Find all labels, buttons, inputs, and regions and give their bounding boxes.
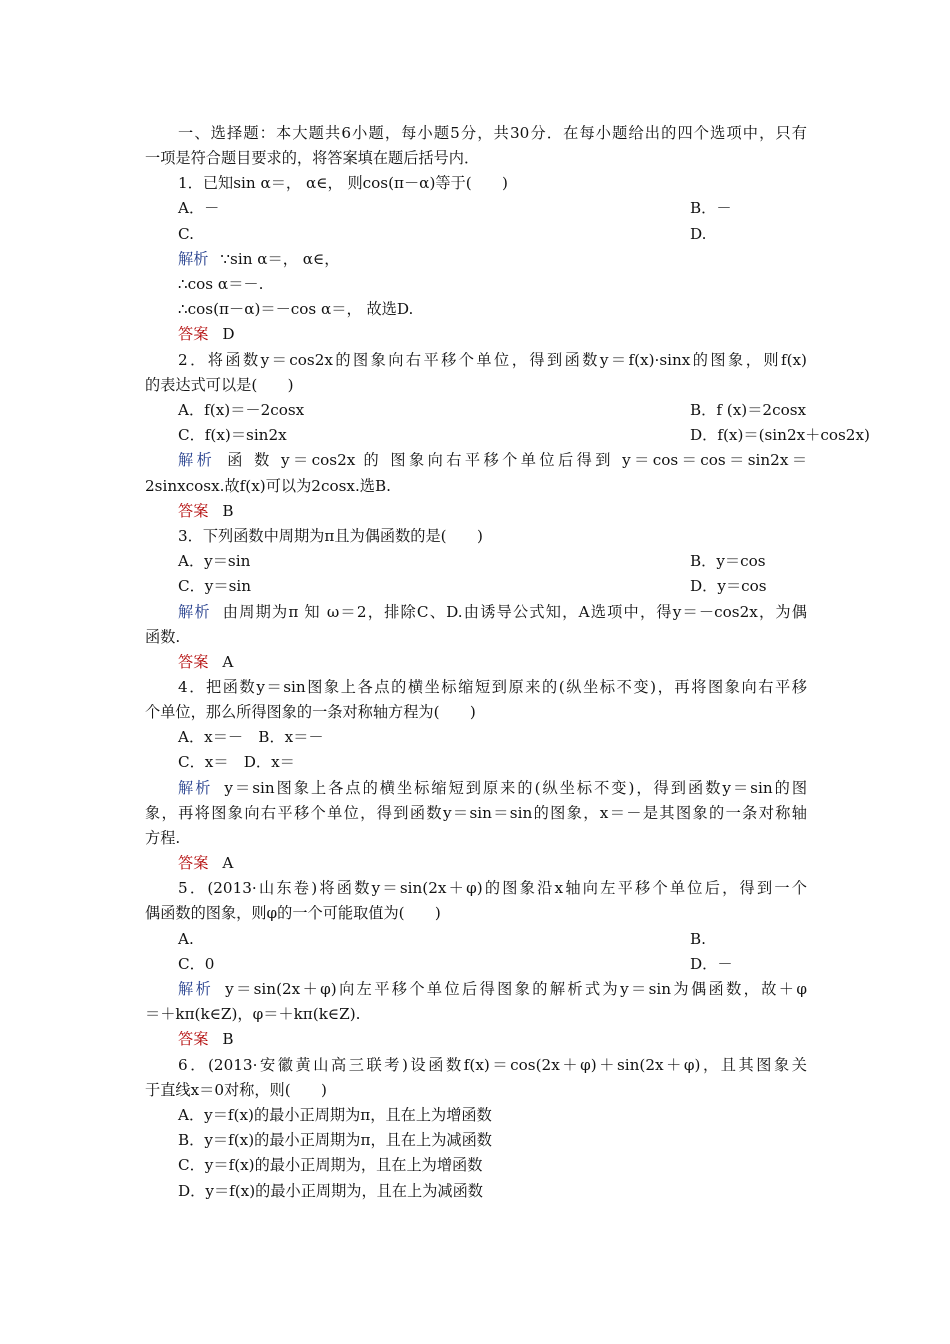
q1-option-a: A．－ (178, 199, 220, 217)
q3-options-row2 (178, 576, 807, 596)
q1-option-d: D. (690, 225, 707, 243)
q1-option-b: B．－ (690, 199, 732, 217)
q3-option-b: B．y＝cos (690, 552, 766, 570)
q3-answer: 答案 A (178, 653, 234, 671)
q5-options-row1 (178, 929, 807, 949)
q2-answer: 答案 B (178, 502, 234, 520)
q5-option-a: A. (178, 930, 194, 948)
q3-stem: 3．下列函数中周期为π且为偶函数的是( ) (178, 527, 483, 545)
q5-option-c: C．0 (178, 955, 215, 973)
q3-options-row1 (178, 551, 807, 571)
solution-label: 解析 (178, 603, 211, 621)
q1-options-row2 (178, 224, 807, 244)
q2-options-row1 (178, 400, 807, 420)
q4-stem-line1: 4．把函数y＝sin图象上各点的横坐标缩短到原来的(纵坐标不变)，再将图象向右平移 (178, 678, 807, 696)
answer-label: 答案 (178, 1030, 209, 1048)
q6-option-a: A．y＝f(x)的最小正周期为π，且在上为增函数 (178, 1106, 492, 1124)
q4-stem-line2: 个单位，那么所得图象的一条对称轴方程为( ) (145, 703, 476, 721)
q5-stem-line2: 偶函数的图象，则φ的一个可能取值为( ) (145, 904, 441, 922)
q2-options-row2 (178, 425, 870, 445)
q1-stem: 1．已知sin α＝， α∈， 则cos(π－α)等于( ) (178, 174, 508, 192)
q5-solution-line2: ＝＋kπ(k∈Z)，φ＝＋kπ(k∈Z). (145, 1005, 361, 1023)
q2-solution-line2: 2sinxcosx.故f(x)可以为2cosx.选B. (145, 477, 391, 495)
q1-answer: 答案 D (178, 325, 235, 343)
q1-option-c: C. (178, 225, 194, 243)
q5-answer: 答案 B (178, 1030, 234, 1048)
q2-stem-line1: 2．将函数y＝cos2x的图象向右平移个单位，得到函数y＝f(x)·sinx的图象，则f(x) (178, 351, 807, 369)
q2-option-a: A．f(x)＝－2cosx (178, 401, 305, 419)
q6-option-b: B．y＝f(x)的最小正周期为π，且在上为减函数 (178, 1131, 492, 1149)
answer-label: 答案 (178, 325, 209, 343)
section-title-line2: 一项是符合题目要求的，将答案填在题后括号内． (145, 149, 480, 167)
q1-options-row1 (178, 198, 807, 218)
solution-label: 解析 (178, 451, 216, 469)
q3-solution-line2: 函数. (145, 628, 181, 646)
q6-stem-line2: 于直线x＝0对称，则( ) (145, 1081, 327, 1099)
q5-option-d: D．－ (690, 955, 733, 973)
q2-option-d: D．f(x)＝(sin2x＋cos2x) (690, 426, 870, 444)
solution-label: 解析 (178, 980, 214, 998)
q5-stem-line1: 5．(2013·山东卷)将函数y＝sin(2x＋φ)的图象沿x轴向左平移个单位后，得到一个 (178, 879, 807, 897)
q2-option-b: B．f (x)＝2cosx (690, 401, 807, 419)
q4-answer: 答案 A (178, 854, 234, 872)
q3-solution-line1: 解析 由周期为π 知 ω＝2，排除C、D.由诱导公式知，A选项中，得y＝－cos2x，为偶 (178, 603, 807, 621)
q4-options-row2: C．x＝ D．x＝ (178, 753, 295, 771)
q5-option-b: B. (690, 930, 706, 948)
q4-options-row1: A．x＝－ B．x＝－ (178, 728, 324, 746)
q3-option-a: A．y＝sin (178, 552, 251, 570)
q2-option-c: C．f(x)＝sin2x (178, 426, 287, 444)
solution-label: 解析 (178, 779, 213, 797)
q5-solution-line1: 解析 y＝sin(2x＋φ)向左平移个单位后得图象的解析式为y＝sin为偶函数，故＋φ (178, 980, 807, 998)
q6-option-c: C．y＝f(x)的最小正周期为，且在上为增函数 (178, 1156, 483, 1174)
q5-options-row2 (178, 954, 807, 974)
q1-solution-line2: ∴cos α＝－. (178, 275, 264, 293)
q4-solution-line2: 象，再将图象向右平移个单位，得到函数y＝sin＝sin的图象，x＝－是其图象的一条对称轴 (145, 804, 807, 822)
q2-stem-line2: 的表达式可以是( ) (145, 376, 294, 394)
q1-solution-line3: ∴cos(π－α)＝－cos α＝， 故选D. (178, 300, 414, 318)
q3-option-d: D．y＝cos (690, 577, 767, 595)
q4-solution-line1: 解析 y＝sin图象上各点的横坐标缩短到原来的(纵坐标不变)，得到函数y＝sin的图 (178, 779, 808, 797)
solution-label: 解析 (178, 250, 209, 268)
q3-option-c: C．y＝sin (178, 577, 252, 595)
q6-option-d: D．y＝f(x)的最小正周期为，且在上为减函数 (178, 1182, 483, 1200)
q6-stem-line1: 6．(2013·安徽黄山高三联考)设函数f(x)＝cos(2x＋φ)＋sin(2x＋φ)，且其图象关 (178, 1056, 807, 1074)
answer-label: 答案 (178, 653, 209, 671)
q4-solution-line3: 方程. (145, 829, 181, 847)
answer-label: 答案 (178, 502, 209, 520)
answer-label: 答案 (178, 854, 209, 872)
section-title-line1: 一、选择题：本大题共6小题，每小题5分，共30分．在每小题给出的四个选项中，只有 (178, 124, 807, 142)
q1-solution-line1: 解析 ∵sin α＝， α∈， (178, 250, 340, 268)
q2-solution-line1: 解析 函 数 y＝cos2x 的 图象向右平移个单位后得到 y＝cos＝cos＝sin2x＝ (178, 451, 808, 469)
